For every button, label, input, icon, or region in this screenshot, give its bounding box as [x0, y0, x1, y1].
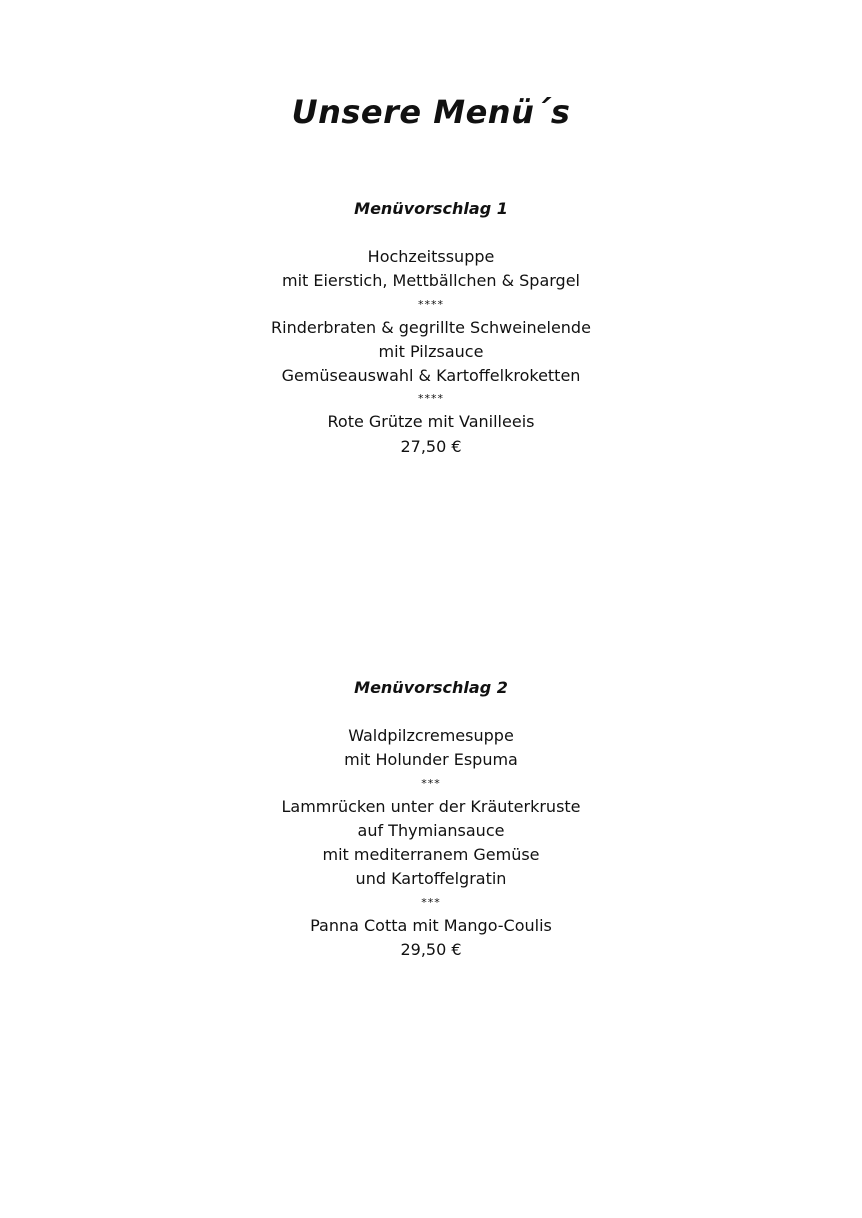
menu-course-list	[0, 245, 862, 459]
course-line: mit Pilzsauce	[378, 341, 484, 361]
page-title: Unsere Menü´s	[291, 93, 571, 131]
menu-heading: Menüvorschlag 1	[354, 199, 508, 218]
course-line: und Kartoffelgratin	[355, 869, 507, 889]
course-line: mit Holunder Espuma	[344, 750, 518, 770]
menu-section-1	[0, 197, 862, 459]
course-separator: ****	[418, 297, 444, 311]
course-line: Gemüseauswahl & Kartoffelkroketten	[281, 366, 581, 386]
course-line: Hochzeitssuppe	[367, 247, 495, 266]
menu-price: 29,50 €	[400, 940, 462, 960]
course-line: Panna Cotta mit Mango-Coulis	[310, 915, 552, 935]
course-line: mit Eierstich, Mettbällchen & Spargel	[281, 271, 580, 291]
course-line: auf Thymiansauce	[357, 820, 505, 840]
course-separator: ****	[418, 392, 444, 406]
menu-section-2	[0, 676, 862, 962]
course-line: Rote Grütze mit Vanilleeis	[327, 412, 535, 432]
course-line: Waldpilzcremesuppe	[348, 726, 514, 745]
course-line: mit mediterranem Gemüse	[322, 845, 540, 865]
course-separator: ***	[421, 895, 441, 909]
menu-course-list	[0, 724, 862, 962]
course-line: Rinderbraten & gegrillte Schweinelende	[271, 317, 591, 337]
course-separator: ***	[421, 776, 441, 790]
menu-heading: Menüvorschlag 2	[354, 678, 508, 697]
course-line: Lammrücken unter der Kräuterkruste	[281, 796, 581, 816]
menu-price: 27,50 €	[400, 436, 462, 456]
